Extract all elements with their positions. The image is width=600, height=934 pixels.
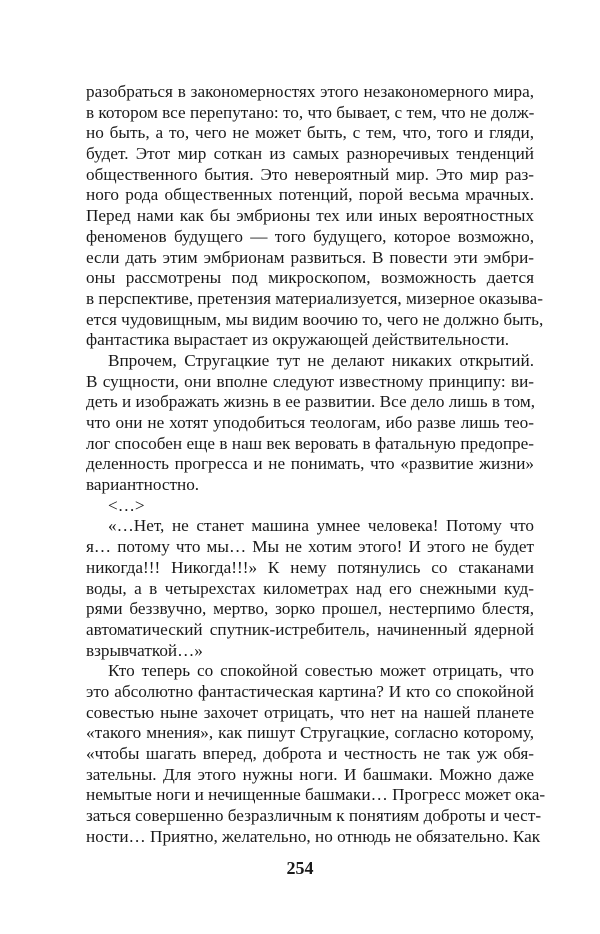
- text-line: будет. Этот мир соткан из самых разноречивых тенденций: [86, 144, 534, 164]
- text-line: зательны. Для этого нужны ноги. И башмаки. Можно даже: [86, 764, 534, 784]
- paragraph: [86, 82, 544, 351]
- text-line: но быть, а то, чего не может быть, с тем, что, того и гляди,: [86, 123, 534, 143]
- text-line: рями беззвучно, мертво, зорко прошел, нестерпимо блестя,: [86, 599, 534, 619]
- paragraph: [86, 496, 534, 517]
- text-line: В сущности, они вполне следуют известному принципу: ви-: [86, 371, 534, 391]
- text-line: заться совершенно безразличным к понятиям доброты и чест-: [86, 806, 542, 826]
- text-line: фантастика вырастает из окружающей действительности.: [86, 330, 510, 350]
- text-line: «чтобы шагать вперед, доброта и честность не так уж обя-: [86, 744, 534, 763]
- text-line: если дать этим эмбрионам развиться. В повести эти эмбри-: [86, 247, 534, 267]
- text-line: в котором все перепутано: то, что бывает, с тем, что не долж-: [86, 102, 535, 122]
- text-body: [86, 82, 546, 847]
- paragraph: [86, 516, 534, 661]
- text-line: «…Нет, не станет машина умнее человека! Потому что: [108, 516, 534, 536]
- paragraph: [86, 351, 534, 496]
- text-line: взрывчаткой…»: [86, 640, 203, 660]
- text-line: разобраться в закономерностях этого незакономерного мира,: [86, 82, 534, 101]
- text-line: Перед нами как бы эмбрионы тех или иных вероятностных: [86, 206, 534, 226]
- text-line: ности… Приятно, желательно, но отнюдь не обязательно. Как: [86, 826, 541, 846]
- text-line: <…>: [108, 495, 145, 515]
- text-line: в перспективе, претензия материализуется, мизерное оказыва-: [86, 288, 543, 308]
- text-line: никогда!!! Никогда!!!» К нему потянулись со стаканами: [86, 557, 534, 577]
- text-line: я… потому что мы… Мы не хотим этого! И этого не будет: [86, 537, 534, 557]
- text-line: это абсолютно фантастическая картина? И кто со спокойной: [86, 681, 534, 701]
- text-line: автоматический спутник-истребитель, начиненный ядерной: [86, 619, 534, 639]
- text-line: деть и изображать жизнь в ее развитии. Все дело лишь в том,: [86, 392, 536, 412]
- text-line: деленность прогресса и не понимать, что «развитие жизни»: [86, 454, 534, 474]
- text-line: немытые ноги и нечищенные башмаки… Прогресс может ока-: [86, 785, 546, 805]
- text-line: совестью ныне захочет отрицать, что нет на нашей планете: [86, 702, 534, 722]
- paragraph: [86, 661, 546, 847]
- text-line: лог способен еще в наш век веровать в фатальную предопре-: [86, 433, 534, 453]
- text-line: оны рассмотрены под микроскопом, возможность дается: [86, 268, 534, 288]
- text-line: вариантностно.: [86, 475, 200, 495]
- text-line: Кто теперь со спокойной совестью может отрицать, что: [108, 661, 534, 681]
- text-line: что они не хотят уподобиться теологам, ибо разве лишь тео-: [86, 413, 534, 432]
- page-number: 254: [286, 858, 314, 878]
- text-line: ется чудовищным, мы видим воочию то, чего не должно быть,: [86, 309, 544, 329]
- text-line: воды, а в четырехстах километрах над его снежными куд-: [86, 578, 534, 598]
- text-line: общественного бытия. Это невероятный мир. Это мир раз-: [86, 164, 534, 184]
- text-line: Впрочем, Стругацкие тут не делают никаких открытий.: [108, 350, 534, 370]
- text-line: «такого мнения», как пишут Стругацкие, согласно которому,: [86, 723, 534, 743]
- text-line: феноменов будущего — того будущего, которое возможно,: [86, 226, 534, 246]
- text-line: ного рода общественных потенций, порой весьма мрачных.: [86, 185, 534, 205]
